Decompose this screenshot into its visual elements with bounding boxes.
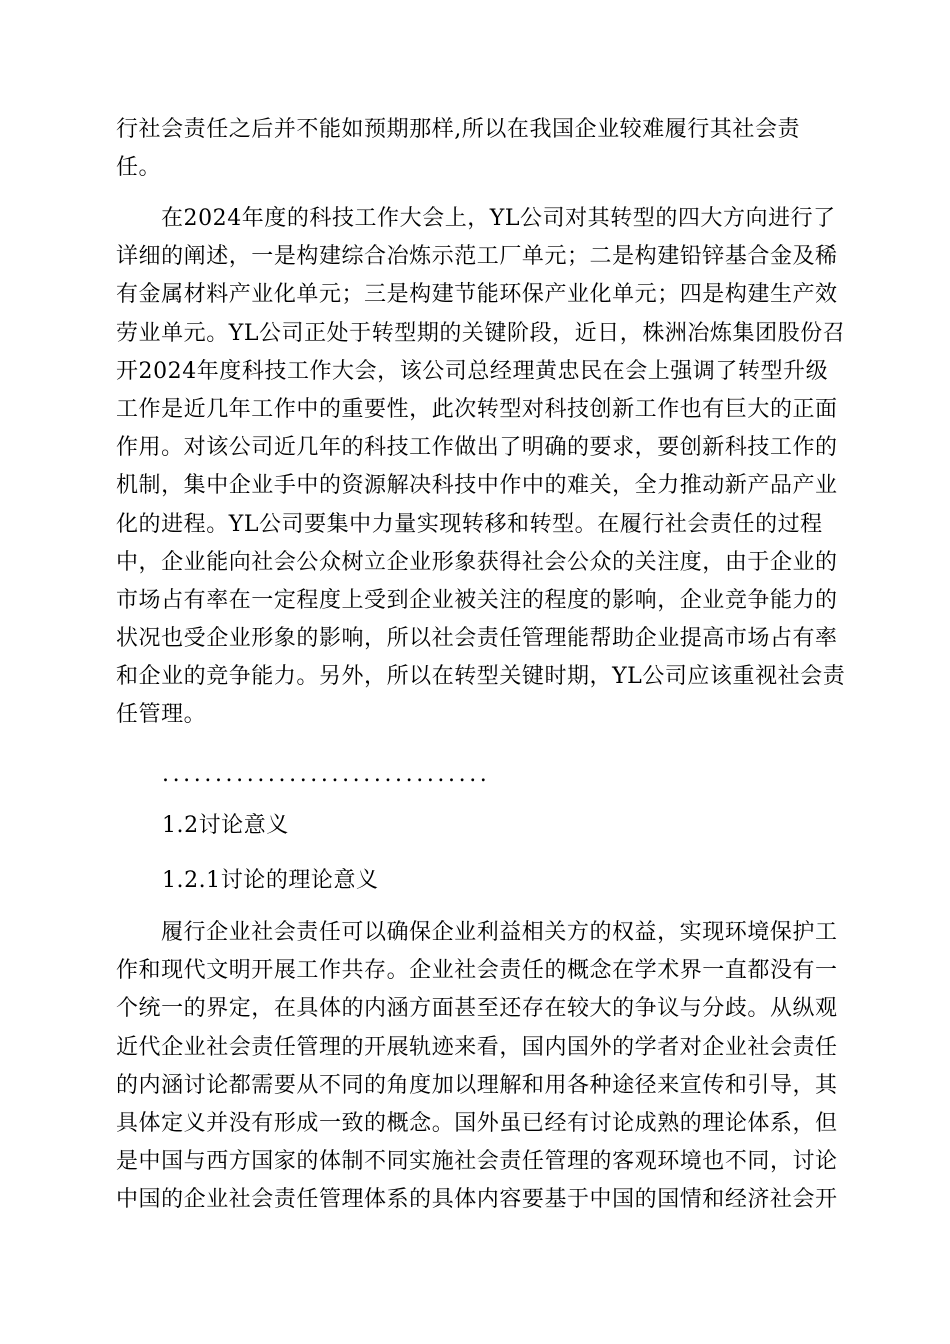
text-line: 履行企业社会责任可以确保企业利益相关方的权益，实现环境保护工	[161, 920, 838, 945]
text-line: 作用。对该公司近几年的科技工作做出了明确的要求，要创新科技工作的	[116, 435, 838, 461]
ellipsis-separator	[116, 756, 832, 794]
text-line: 任管理。	[116, 702, 207, 728]
text-line: 状况也受企业形象的影响，所以社会责任管理能帮助企业提高市场占有率	[116, 626, 838, 652]
paragraph-transformation	[116, 200, 846, 735]
subsection-heading	[116, 862, 832, 900]
text-line: 有金属材料产业化单元；三是构建节能环保产业化单元；四是构建生产效	[116, 282, 838, 308]
ellipsis-text: ...............................	[162, 762, 491, 787]
text-line: 个统一的界定，在具体的内涵方面甚至还存在较大的争议与分歧。从纵观	[116, 996, 838, 1022]
text-line: 行社会责任之后并不能如预期那样,所以在我国企业较难履行其社会责	[116, 117, 801, 142]
section-heading	[116, 807, 832, 845]
text-line: 的内涵讨论都需要从不同的角度加以理解和用各种途径来宣传和引导，其	[116, 1072, 838, 1098]
paragraph-theoretical-significance	[116, 914, 838, 1220]
text-line: 是中国与西方国家的体制不同实施社会责任管理的客观环境也不同，讨论	[116, 1149, 838, 1175]
text-line: 具体定义并没有形成一致的概念。国外虽已经有讨论成熟的理论体系，但	[116, 1110, 838, 1136]
heading-1-2-1: 1.2.1讨论的理论意义	[162, 868, 379, 893]
text-line: 近代企业社会责任管理的开展轨迹来看，国内国外的学者对企业社会责任	[116, 1034, 838, 1060]
text-line: 市场占有率在一定程度上受到企业被关注的程度的影响，企业竞争能力的	[116, 587, 838, 613]
text-line: 中国的企业社会责任管理体系的具体内容要基于中国的国情和经济社会开	[116, 1187, 838, 1213]
text-line: 任。	[116, 155, 162, 181]
heading-1-2: 1.2讨论意义	[162, 813, 289, 838]
text-line: 和企业的竞争能力。另外，所以在转型关键时期，YL公司应该重视社会责	[116, 664, 846, 690]
text-line: 机制，集中企业手中的资源解决科技中作中的难关，全力推动新产品产业	[116, 473, 838, 499]
text-line: 开2024年度科技工作大会，该公司总经理黄忠民在会上强调了转型升级	[116, 358, 829, 384]
text-line: 在2024年度的科技工作大会上，YL公司对其转型的四大方向进行了	[161, 206, 836, 231]
text-line: 详细的阐述，一是构建综合冶炼示范工厂单元；二是构建铅锌基合金及稀	[116, 244, 838, 270]
paragraph-continuation	[116, 111, 832, 187]
text-line: 化的进程。YL公司要集中力量实现转移和转型。在履行社会责任的过程	[116, 511, 823, 537]
text-line: 工作是近几年工作中的重要性，此次转型对科技创新工作也有巨大的正面	[116, 396, 838, 422]
text-line: 中，企业能向社会公众树立企业形象获得社会公众的关注度，由于企业的	[116, 549, 838, 575]
text-line: 作和现代文明开展工作共存。企业社会责任的概念在学术界一直都没有一	[116, 958, 838, 984]
text-line: 劳业单元。YL公司正处于转型期的关键阶段，近日，株洲冶炼集团股份召	[116, 320, 846, 346]
